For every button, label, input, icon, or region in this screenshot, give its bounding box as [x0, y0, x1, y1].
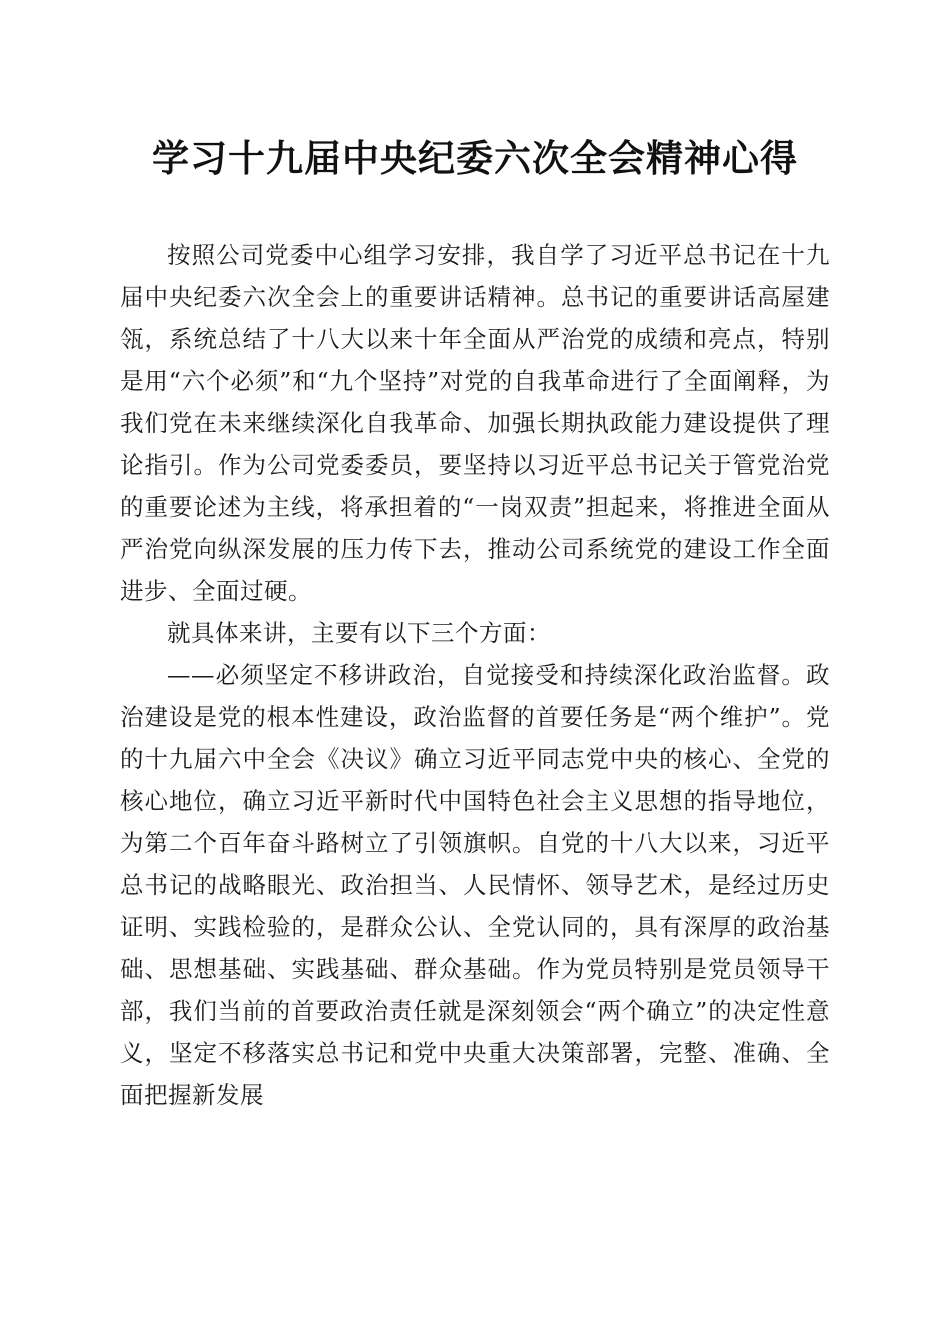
- body-paragraph: 就具体来讲，主要有以下三个方面：: [167, 619, 551, 647]
- document-title: 学习十九届中央纪委六次全会精神心得: [152, 136, 798, 180]
- document-body: [120, 234, 830, 1116]
- body-paragraph: 按照公司党委中心组学习安排，我自学了习近平总书记在十九届中央纪委六次全会上的重要讲话精神。总书记的重要讲话高屋建瓴，系统总结了十八大以来十年全面从严治党的成绩和亮点，特别是用“六个必须”和“九个坚持”对党的自我革命进行了全面阐释，为我们党在未来继续深化自我革命、加强长期执政能力建设提供了理论指引。作为公司党委委员，要坚持以习近平总书记关于管党治党的重要论述为主线，将承担着的“一岗双责”担起来，将推进全面从严治党向纵深发展的压力传下去，推动公司系统党的建设工作全面进步、全面过硬。: [120, 241, 830, 605]
- body-paragraph: ——必须坚定不移讲政治，自觉接受和持续深化政治监督。政治建设是党的根本性建设，政治监督的首要任务是“两个维护”。党的十九届六中全会《决议》确立习近平同志党中央的核心、全党的核心地位，确立习近平新时代中国特色社会主义思想的指导地位，为第二个百年奋斗路树立了引领旗帜。自党的十八大以来，习近平总书记的战略眼光、政治担当、人民情怀、领导艺术，是经过历史证明、实践检验的，是群众公认、全党认同的，具有深厚的政治基础、思想基础、实践基础、群众基础。作为党员特别是党员领导干部，我们当前的首要政治责任就是深刻领会“两个确立”的决定性意义，坚定不移落实总书记和党中央重大决策部署，完整、准确、全面把握新发展: [120, 661, 830, 1109]
